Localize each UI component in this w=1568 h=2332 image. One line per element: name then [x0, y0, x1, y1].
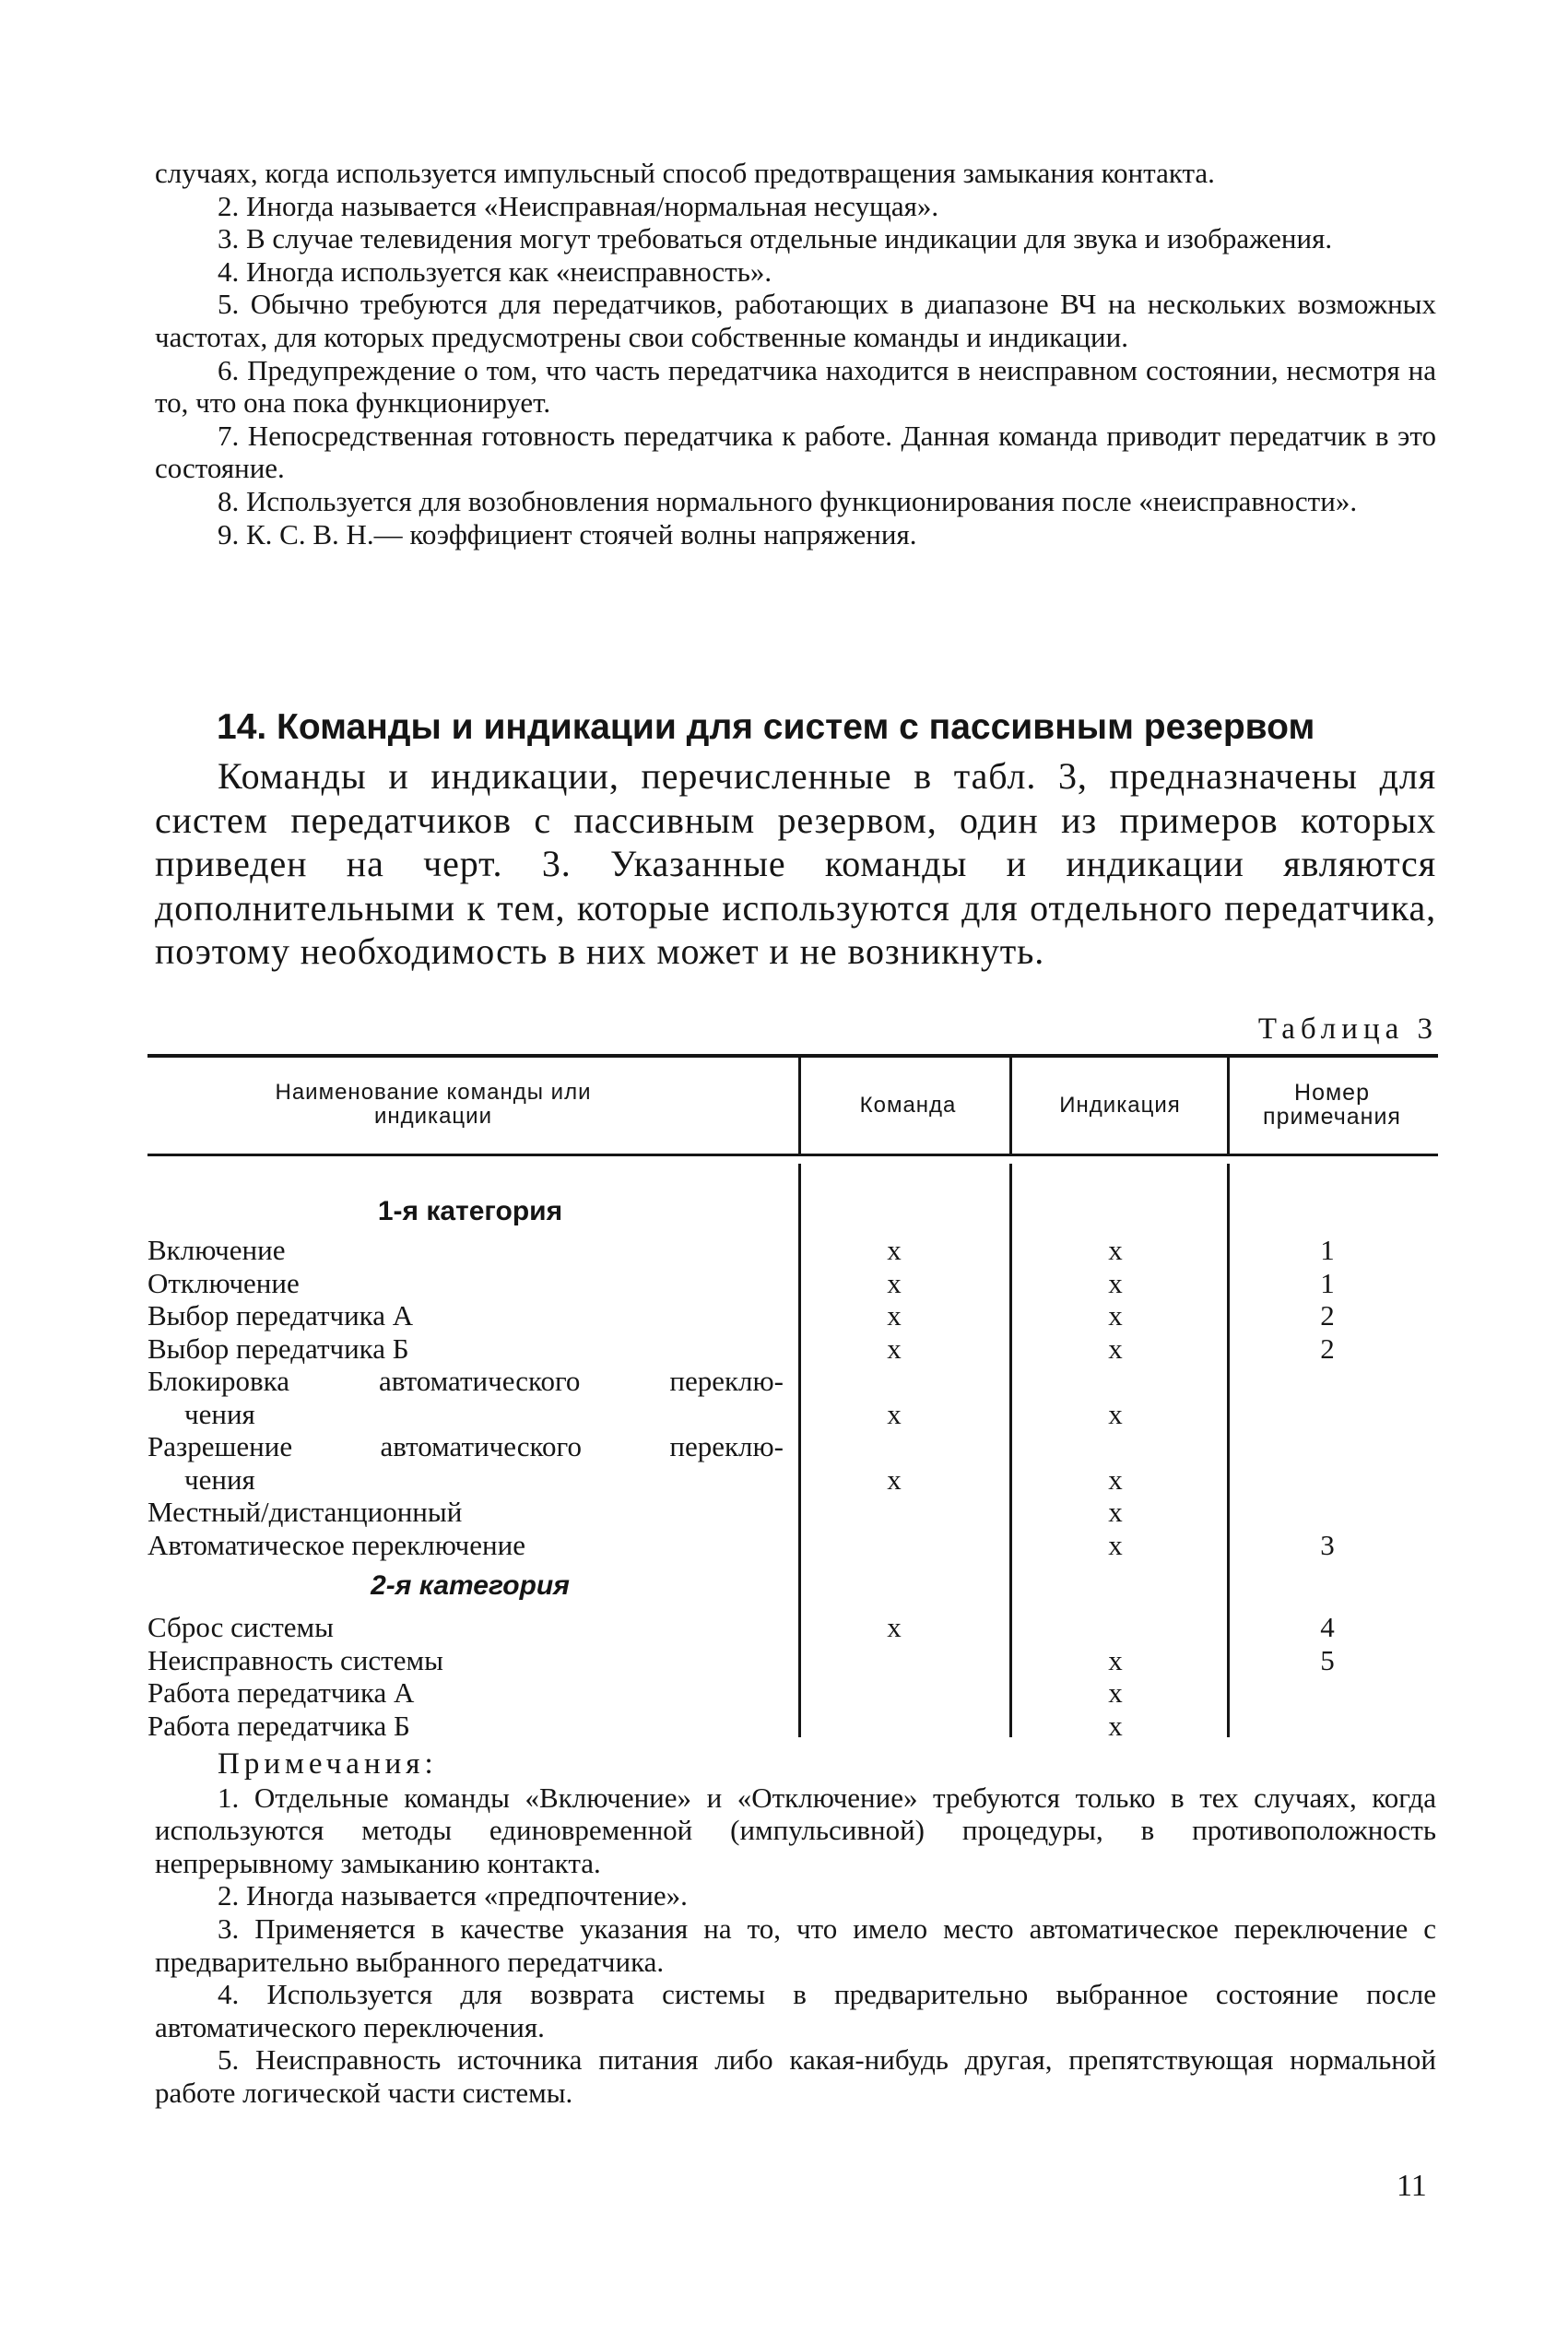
- row-note-number: 4: [1320, 1611, 1335, 1643]
- header-note: Номер примечания: [1263, 1080, 1401, 1130]
- category-row: [147, 1561, 1438, 1611]
- notes-heading: Примечания:: [218, 1747, 438, 1781]
- row-name: Работа передатчика Б: [147, 1709, 410, 1742]
- row-name-line-1: Блокировка автоматического переклю-: [147, 1365, 784, 1397]
- row-indication-mark: x: [1108, 1496, 1123, 1528]
- bottom-note-2: 2. Иногда называется «предпочтение».: [218, 1879, 688, 1912]
- table-row: [147, 1496, 1438, 1529]
- row-name: Неисправность системы: [147, 1643, 443, 1676]
- row-command-mark: x: [887, 1462, 902, 1496]
- row-name: Выбор передатчика А: [147, 1299, 414, 1332]
- row-command-mark: x: [887, 1266, 902, 1299]
- row-command-mark: x: [887, 1332, 902, 1365]
- row-name: Выбор передатчика Б: [147, 1332, 409, 1365]
- table-body: [147, 1190, 1438, 1742]
- row-name: Работа передатчика А: [147, 1676, 415, 1709]
- header-command: Команда: [859, 1093, 957, 1118]
- column-divider-1: [798, 1058, 801, 1154]
- table-row: [147, 1267, 1438, 1300]
- page-number: 11: [1397, 2169, 1427, 2203]
- row-note-number: 2: [1320, 1332, 1335, 1365]
- row-command-mark: x: [887, 1234, 902, 1266]
- row-name: Включение: [147, 1234, 286, 1266]
- row-indication-mark: x: [1108, 1234, 1123, 1266]
- table-row: [147, 1463, 1438, 1497]
- category-label: 2-я категория: [371, 1570, 570, 1601]
- row-indication-mark: x: [1108, 1643, 1123, 1676]
- row-indication-mark: x: [1108, 1709, 1123, 1742]
- bottom-note-4: 4. Используется для возврата системы в предварительно выбранное состояние после автоматического переключения.: [155, 1978, 1436, 2043]
- row-indication-mark: x: [1108, 1528, 1123, 1561]
- table-row: [147, 1234, 1438, 1267]
- category-label: 1-я категория: [377, 1196, 563, 1226]
- table-row: [147, 1611, 1438, 1644]
- top-note-8: 8. Используется для возобновления нормального функционирования после «неисправности».: [218, 484, 1358, 517]
- table-row: [147, 1398, 1438, 1431]
- top-note-3: 3. В случае телевидения могут требоваться отдельные индикации для звука и изображения.: [218, 222, 1333, 255]
- row-note-number: 1: [1320, 1234, 1335, 1266]
- row-command-mark: x: [887, 1299, 902, 1332]
- table-row: [147, 1676, 1438, 1710]
- bottom-notes: [155, 1748, 1436, 2110]
- row-indication-mark: x: [1108, 1332, 1123, 1365]
- row-name: Сброс системы: [147, 1611, 334, 1643]
- table-row: [147, 1529, 1438, 1562]
- row-note-number: 3: [1320, 1528, 1335, 1561]
- table-row-first-line: [147, 1365, 1438, 1398]
- row-indication-mark: x: [1108, 1462, 1123, 1496]
- table-row: [147, 1299, 1438, 1332]
- top-note-7: 7. Непосредственная готовность передатчика к работе. Данная команда приводит передатчик в это состояние.: [155, 419, 1436, 485]
- row-command-mark: x: [887, 1397, 902, 1430]
- top-note-6: 6. Предупреждение о том, что часть передатчика находится в неисправном состоянии, несмотря на то, что она пока функционирует.: [155, 353, 1436, 420]
- row-name: Отключение: [147, 1266, 300, 1299]
- table-header-rule: [147, 1154, 1438, 1156]
- section-heading: 14. Команды и индикации для систем с пассивным резервом: [217, 707, 1315, 747]
- row-indication-mark: x: [1108, 1676, 1123, 1709]
- bottom-note-1: 1. Отдельные команды «Включение» и «Отключение» требуются только в тех случаях, когда используются методы единовременной (импульсивной) процедуры, в противоположность непрерывному замыканию контакта.: [155, 1781, 1436, 1879]
- table-top-rule: [147, 1054, 1438, 1058]
- row-note-number: 1: [1320, 1266, 1335, 1299]
- row-indication-mark: x: [1108, 1266, 1123, 1299]
- table-caption: Таблица 3: [1257, 1012, 1438, 1046]
- section-paragraph: Команды и индикации, перечисленные в табл. 3, предназначены для систем передатчиков с пассивным резервом, один из примеров которых приведен на черт. 3. Указанные команды и индикации являются дополнительными к тем, которые используются для отдельного передатчика, поэтому необходимость в них может и не возникнуть.: [155, 755, 1436, 972]
- row-name-line-2: чения: [184, 1462, 255, 1496]
- table-row: [147, 1644, 1438, 1677]
- top-notes: [155, 157, 1436, 550]
- row-note-number: 5: [1320, 1643, 1335, 1676]
- row-note-number: 2: [1320, 1299, 1335, 1332]
- header-indication: Индикация: [1059, 1093, 1181, 1118]
- row-indication-mark: x: [1108, 1397, 1123, 1430]
- row-name-line-2: чения: [184, 1397, 255, 1430]
- section-body: [155, 754, 1436, 974]
- row-name: Автоматическое переключение: [147, 1528, 525, 1561]
- bottom-note-3: 3. Применяется в качестве указания на то, что имело место автоматическое переключение с предварительно выбранного передатчика.: [155, 1912, 1436, 1978]
- top-note-5: 5. Обычно требуются для передатчиков, работающих в диапазоне ВЧ на нескольких возможных частотах, для которых предусмотрены свои собственные команды и индикации.: [155, 288, 1436, 353]
- column-divider-2: [1009, 1058, 1012, 1154]
- top-note-4: 4. Иногда используется как «неисправность».: [218, 255, 772, 288]
- top-note-1-continuation: случаях, когда используется импульсный способ предотвращения замыкания контакта.: [155, 157, 1215, 189]
- bottom-note-5: 5. Неисправность источника питания либо какая-нибудь другая, препятствующая нормальной работе логической части системы.: [155, 2043, 1436, 2109]
- row-command-mark: x: [887, 1611, 902, 1643]
- category-row: [147, 1190, 1438, 1234]
- table-row: [147, 1710, 1438, 1743]
- header-name: Наименование команды или индикации: [275, 1080, 592, 1129]
- top-note-2: 2. Иногда называется «Неисправная/нормальная несущая».: [218, 189, 939, 222]
- row-name: Местный/дистанционный: [147, 1496, 463, 1528]
- top-note-9: 9. К. С. В. Н.— коэффициент стоячей волны напряжения.: [218, 517, 917, 550]
- table-row-first-line: [147, 1430, 1438, 1463]
- column-divider-3: [1227, 1058, 1230, 1154]
- row-name-line-1: Разрешение автоматического переклю-: [147, 1430, 784, 1462]
- table-row: [147, 1332, 1438, 1366]
- row-indication-mark: x: [1108, 1299, 1123, 1332]
